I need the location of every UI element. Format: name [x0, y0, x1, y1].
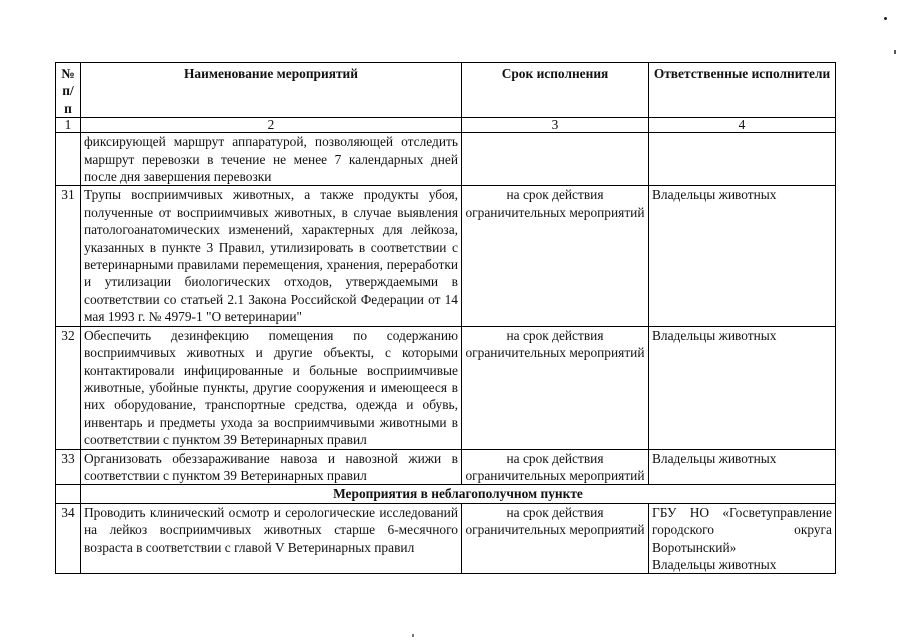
row-number: 31 — [56, 186, 81, 326]
row-term — [462, 133, 649, 186]
table-header-row — [56, 63, 836, 118]
row-term: на срок действия ограничительных мероприятий — [462, 503, 649, 574]
row-term: на срок действия ограничительных мероприятий — [462, 449, 649, 485]
row-term: на срок действия ограничительных мероприятий — [462, 186, 649, 326]
row-measure: Организовать обеззараживание навоза и навозной жижи в соответствии с пунктом 39 Ветеринарных правил — [81, 449, 462, 485]
header-term: Срок исполнения — [462, 63, 649, 118]
row-number: 33 — [56, 449, 81, 485]
column-index-row — [56, 118, 836, 133]
index-cell: 4 — [649, 118, 836, 133]
section-title: Мероприятия в неблагополучном пункте — [81, 485, 836, 503]
row-number — [56, 133, 81, 186]
table-row — [56, 186, 836, 326]
row-responsible: Владельцы животных — [649, 326, 836, 449]
row-term: на срок действия ограничительных мероприятий — [462, 326, 649, 449]
header-num: № п/п — [56, 63, 81, 118]
table-row — [56, 449, 836, 485]
measures-table — [55, 62, 836, 574]
row-measure: Проводить клинический осмотр и серологические исследований на лейкоз восприимчивых животных старше 6-месячного возраста в соответствии с главой V Ветеринарных правил — [81, 503, 462, 574]
row-measure: фиксирующей маршрут аппаратурой, позволяющей отследить маршрут перевозки в течение не менее 7 календарных дней после дня завершения перевозки — [81, 133, 462, 186]
row-measure: Трупы восприимчивых животных, а также продукты убоя, полученные от восприимчивых животных, в случае выявления патологоанатомических изменений, характерных для лейкоза, указанных в пункте 3 Правил, утилизировать в соответствии с ветеринарными правилами перемещения, хранения, переработки и утилизации биологических отходов, утверждаемыми в соответствии со статьей 2.1 Закона Российской Федерации от 14 мая 1993 г. № 4979-1 "О ветеринарии" — [81, 186, 462, 326]
section-number-cell — [56, 485, 81, 503]
row-number: 32 — [56, 326, 81, 449]
row-responsible — [649, 503, 836, 574]
row-responsible: Владельцы животных — [649, 186, 836, 326]
responsible-owners: Владельцы животных — [652, 556, 777, 572]
table-row — [56, 133, 836, 186]
responsible-org: ГБУ НО «Госветуправление городского округа Воротынский» — [652, 504, 832, 555]
row-responsible: Владельцы животных — [649, 449, 836, 485]
header-name: Наименование мероприятий — [81, 63, 462, 118]
table-row — [56, 503, 836, 574]
index-cell: 3 — [462, 118, 649, 133]
header-responsible: Ответственные исполнители — [649, 63, 836, 118]
scan-speck — [894, 50, 896, 54]
index-cell: 1 — [56, 118, 81, 133]
row-responsible — [649, 133, 836, 186]
index-cell: 2 — [81, 118, 462, 133]
row-measure: Обеспечить дезинфекцию помещения по содержанию восприимчивых животных и другие объекты, с которыми контактировали инфицированные и больные восприимчивые животные, убойные пункты, другие сооружения и имеющееся в них оборудование, транспортные средства, одежда и обувь, инвентарь и предметы ухода за восприимчивыми животными в соответствии с пунктом 39 Ветеринарных правил — [81, 326, 462, 449]
section-row — [56, 485, 836, 503]
row-number: 34 — [56, 503, 81, 574]
table-row — [56, 326, 836, 449]
scan-speck — [412, 634, 414, 637]
scan-speck — [884, 17, 887, 20]
